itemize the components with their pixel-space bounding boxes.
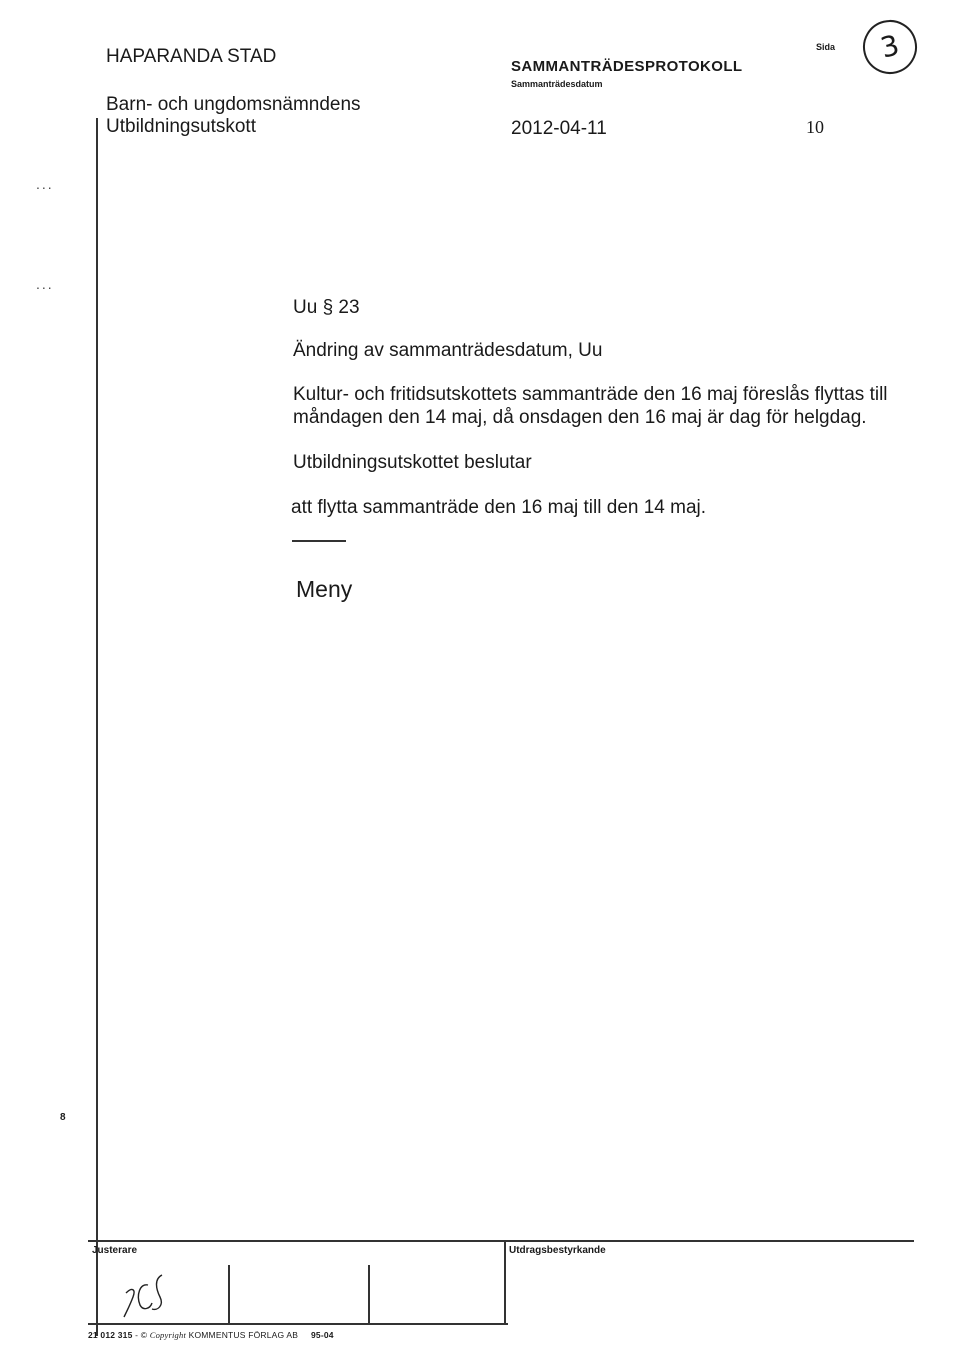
publisher-name: KOMMENTUS FÖRLAG AB xyxy=(188,1330,299,1340)
form-footer xyxy=(88,1330,334,1340)
menu-link[interactable]: Meny xyxy=(296,576,353,602)
department-line-1: Barn- och ungdomsnämndens xyxy=(106,94,361,115)
margin-dots-1: ... xyxy=(36,176,54,192)
meeting-date: 2012-04-11 xyxy=(511,118,607,139)
body-text: Kultur- och fritidsutskottets sammanträde den 16 maj föreslås flyttas till måndagen den 14 maj, då onsdagen den 16 maj är dag för helgdag. xyxy=(293,384,888,428)
copyright-word: Copyright xyxy=(149,1330,187,1340)
section-heading: Ändring av sammanträdesdatum, Uu xyxy=(293,340,603,361)
utdragsbestyrkande-label: Utdragsbestyrkande xyxy=(509,1245,606,1256)
footer-divider-2 xyxy=(368,1265,370,1323)
department-line-2: Utbildningsutskott xyxy=(106,116,256,137)
form-version: 95-04 xyxy=(310,1330,334,1340)
handwritten-initials xyxy=(118,1265,178,1325)
document-title: SAMMANTRÄDESPROTOKOLL xyxy=(511,58,743,75)
date-label: Sammanträdesdatum xyxy=(511,79,603,89)
footer-top-rule xyxy=(88,1240,914,1242)
page-label: Sida xyxy=(816,42,836,52)
decision-rule xyxy=(292,540,346,542)
copyright-prefix: - © xyxy=(135,1330,148,1340)
left-margin-rule xyxy=(96,118,98,1336)
margin-dots-2: ... xyxy=(36,276,54,292)
decision-intro: Utbildningsutskottet beslutar xyxy=(293,452,532,473)
decision-text: att flytta sammanträde den 16 maj till den 14 maj. xyxy=(291,497,707,518)
margin-number: 8 xyxy=(60,1112,66,1123)
paragraph-reference: Uu § 23 xyxy=(293,297,360,318)
organization-name: HAPARANDA STAD xyxy=(106,46,277,67)
footer-divider-3 xyxy=(504,1240,506,1323)
handwritten-page-circle: 3 xyxy=(857,14,922,79)
page-number: 10 xyxy=(806,117,824,137)
form-number: 21 012 315 xyxy=(88,1330,133,1340)
justerare-label: Justerare xyxy=(92,1245,138,1256)
footer-divider-1 xyxy=(228,1265,230,1323)
